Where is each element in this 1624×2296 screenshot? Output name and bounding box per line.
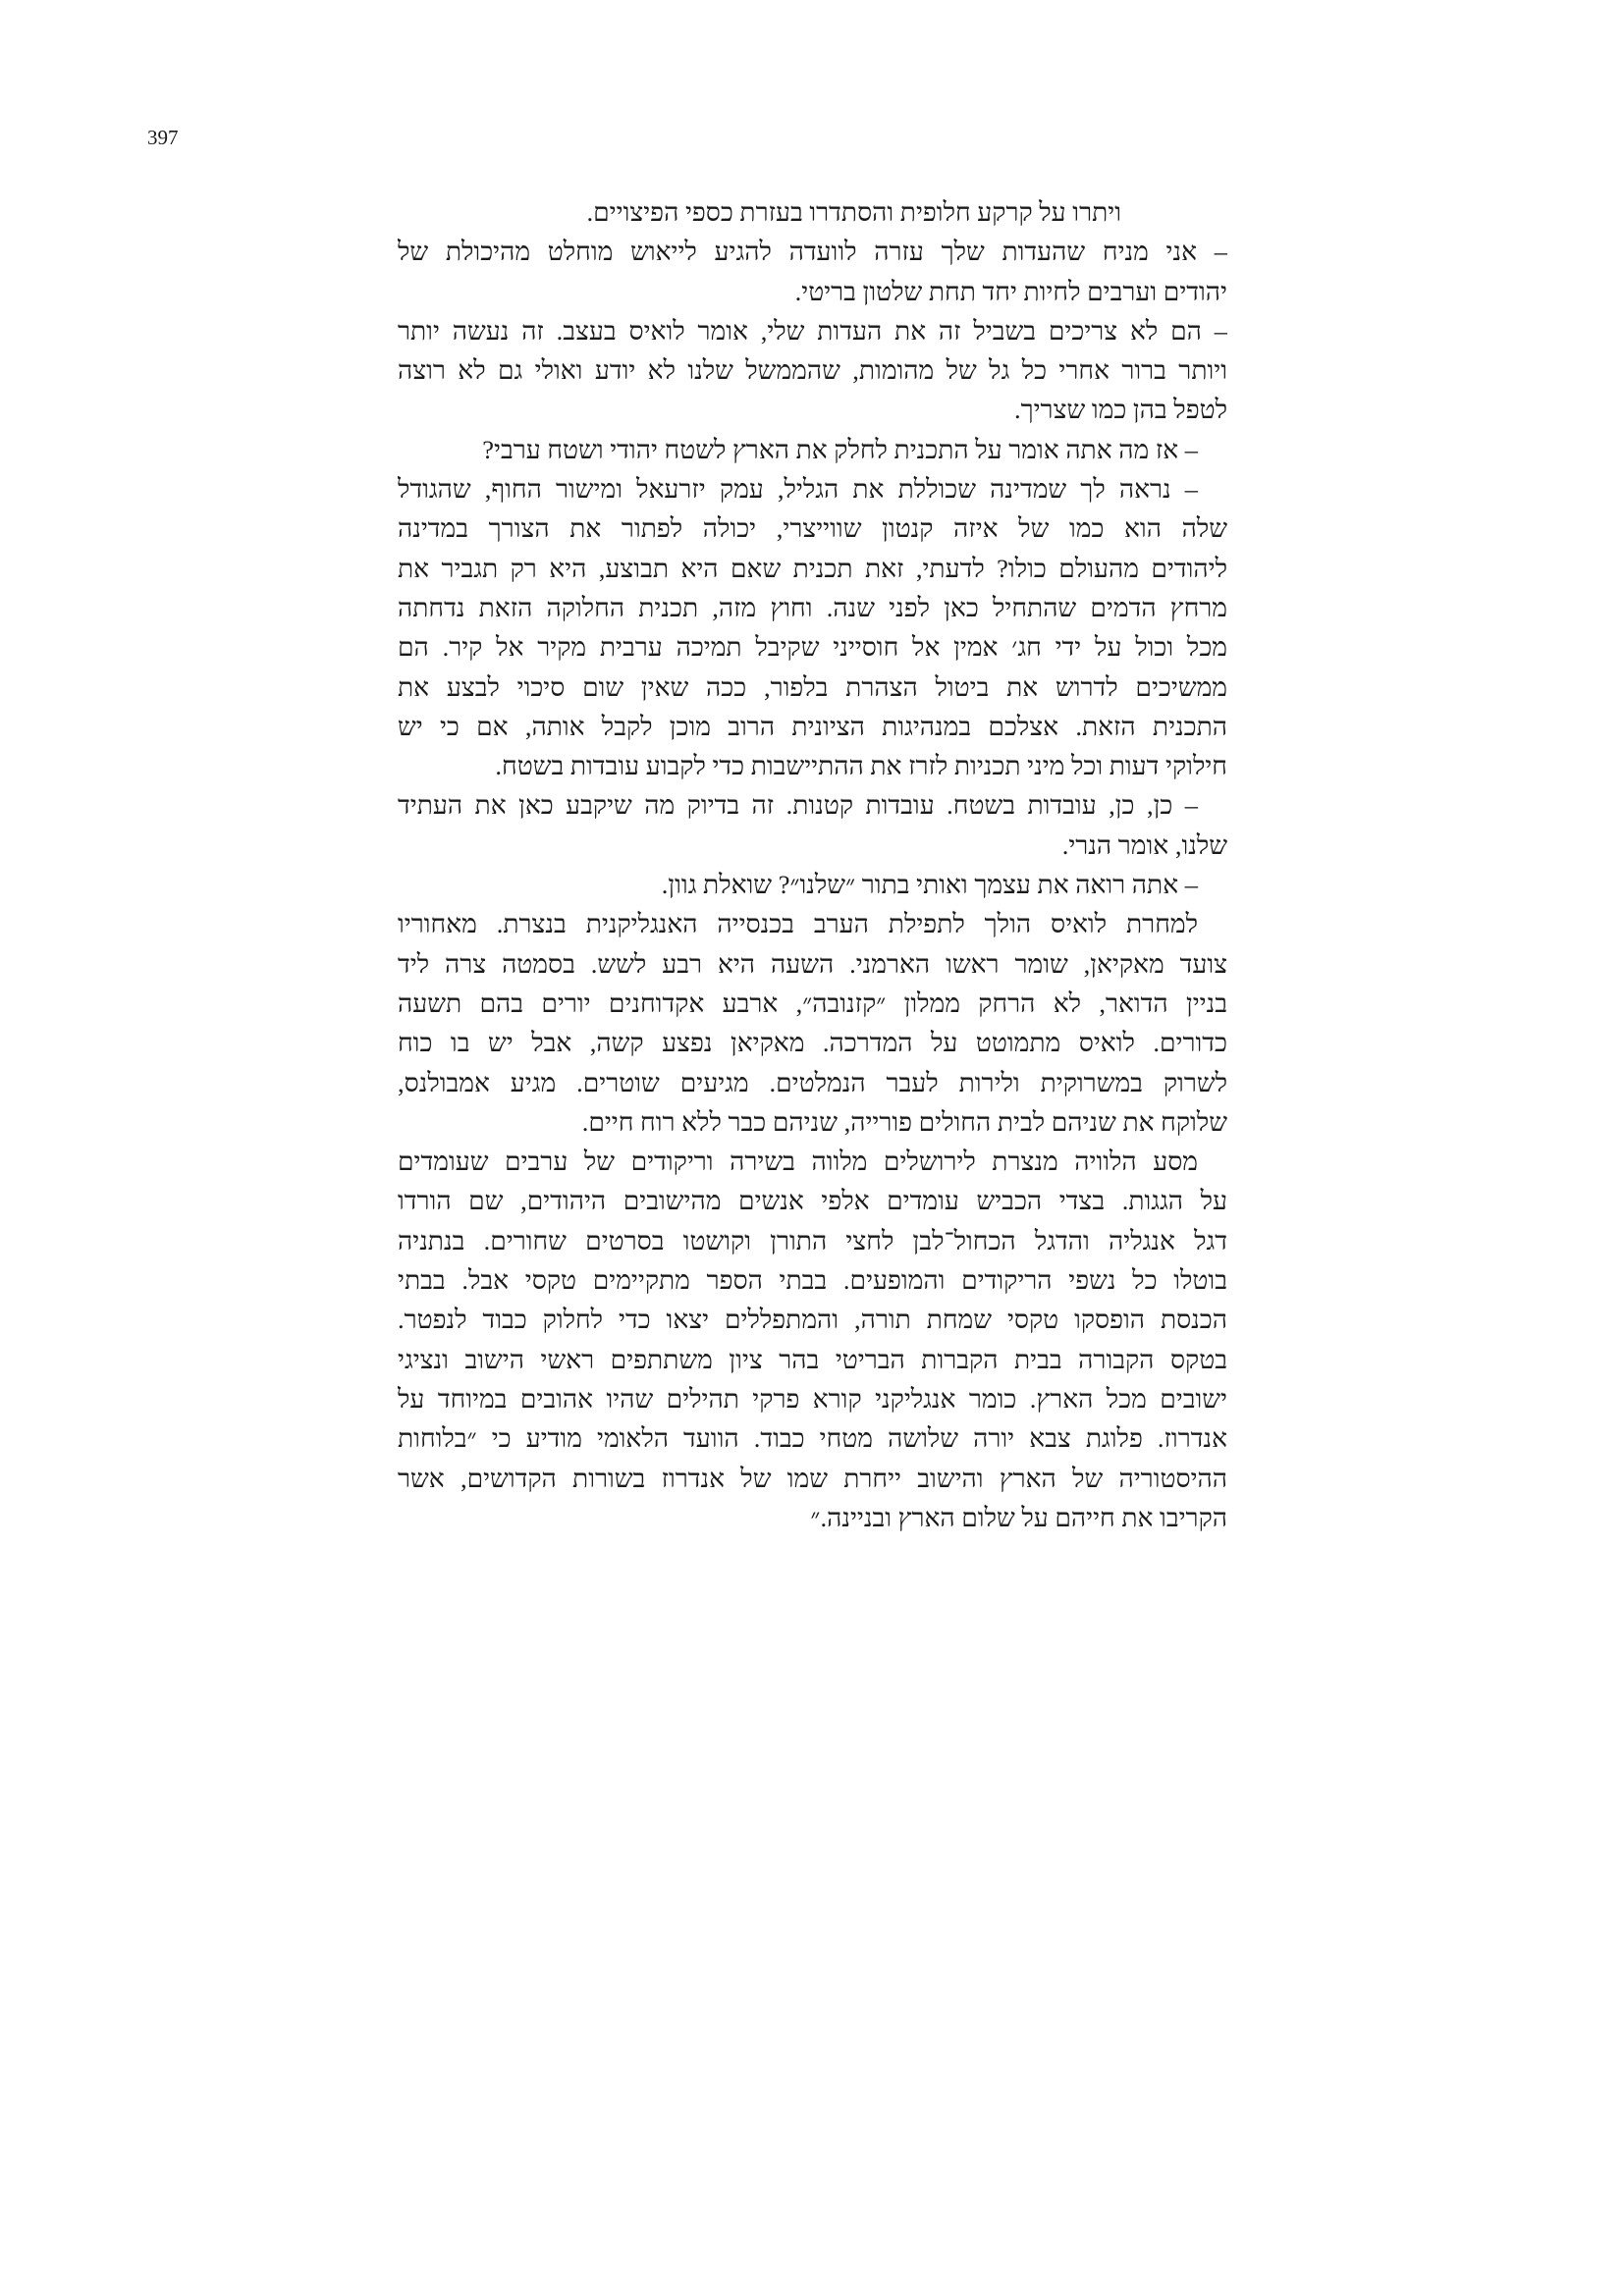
text-line: ההיסטוריה של הארץ והישוב ייחרת שמו של אנדרוז בשורות הקדושים, אשר	[398, 1463, 1227, 1493]
text-line: – אז מה אתה אומר על התכנית לחלק את הארץ לשטח יהודי ושטח ערבי?	[482, 434, 1198, 464]
text-line: ליהודים מהעולם כולו? לדעתי, זאת תכנית שאם היא תבוצע, היא רק תגביר את	[398, 553, 1227, 583]
text-line: הכנסת הופסקו טקסי שמחת תורה, והמתפללים יצאו כדי לחלוק כבוד לנפטר.	[398, 1305, 1227, 1335]
text-line: – נראה לך שמדינה שכוללת את הגליל, עמק יזרעאל ומישור החוף, שהגודל	[398, 474, 1198, 505]
text-line: שלוקח את שניהם לבית החולים פורייה, שניהם כבר ללא רוח חיים.	[581, 1106, 1227, 1137]
text-line: אנדרוז. פלוגת צבא יורה שלושה מטחי כבוד. הוועד הלאומי מודיע כי ״בלוחות	[398, 1423, 1227, 1454]
text-line: יהודים וערבים לחיות יחד תחת שלטון בריטי.	[794, 276, 1227, 306]
text-line: בטקס הקבורה בבית הקברות הבריטי בהר ציון משתתפים ראשי הישוב ונציגי	[398, 1344, 1227, 1374]
text-line: ויותר ברור אחרי כל גל של מהומות, שהממשל שלנו לא יודע ואולי גם לא רוצה	[398, 355, 1227, 386]
body-text	[398, 192, 1227, 1537]
text-line: מכל וכול על ידי חג׳ אמין אל חוסייני שקיבל תמיכה ערבית מקיר אל קיר. הם	[398, 632, 1227, 663]
page-number: 397	[147, 126, 179, 149]
text-line: שלנו, אומר הנרי.	[1061, 829, 1227, 860]
text-line: הקריבו את חייהם על שלום הארץ ובניינה.״	[810, 1502, 1227, 1532]
text-line: – אני מניח שהעדות שלך עזרה לוועדה להגיע לייאוש מוחלט מהיכולת של	[398, 237, 1227, 267]
text-line: בוטלו כל נשפי הריקודים והמופעים. בבתי הספר מתקיימים טקסי אבל. בבתי	[398, 1265, 1227, 1296]
text-line: ישובים מכל הארץ. כומר אנגליקני קורא פרקי תהילים שהיו אהובים במיוחד על	[398, 1383, 1227, 1414]
text-line: חילוקי דעות וכל מיני תכניות לזרז את ההתיישבות כדי לקבוע עובדות בשטח.	[495, 751, 1227, 781]
text-line: – אתה רואה את עצמך ואותי בתור ״שלנו״? שואלת גוון.	[661, 870, 1198, 900]
text-line: מרחץ הדמים שהתחיל כאן לפני שנה. וחוץ מזה, תכנית החלוקה הזאת נדחתה	[398, 592, 1227, 622]
text-line: שלה הוא כמו של איזה קנטון שווייצרי, יכולה לפתור את הצורך במדינה	[398, 513, 1227, 544]
text-line: ויתרו על קרקע חלופית והסתדרו בעזרת כספי הפיצויים.	[586, 197, 1121, 227]
text-line: – כן, כן, עובדות בשטח. עובדות קטנות. זה בדיוק מה שיקבע כאן את העתיד	[398, 790, 1198, 821]
text-line: לשרוק במשרוקית ולירות לעבר הנמלטים. מגיעים שוטרים. מגיע אמבולנס,	[398, 1067, 1227, 1097]
text-line: למחרת לואיס הולך לתפילת הערב בכנסייה האנגליקנית בנצרת. מאחוריו	[398, 909, 1198, 939]
text-line: בניין הדואר, לא הרחק ממלון ״קזנובה״, ארבע אקדוחנים יורים בהם תשעה	[398, 988, 1227, 1018]
text-line: – הם לא צריכים בשביל זה את העדות שלי, אומר לואיס בעצב. זה נעשה יותר	[398, 315, 1227, 346]
text-line: לטפל בהן כמו שצריך.	[1013, 395, 1227, 425]
text-line: ממשיכים לדרוש את ביטול הצהרת בלפור, ככה שאין שום סיכוי לבצע את	[398, 671, 1227, 702]
text-line: דגל אנגליה והדגל הכחול־לבן לחצי התורן וקושטו בסרטים שחורים. בנתניה	[398, 1225, 1227, 1255]
text-line: מסע הלוויה מנצרת לירושלים מלווה בשירה וריקודים של ערבים שעומדים	[398, 1147, 1198, 1177]
text-line: על הגגות. בצדי הכביש עומדים אלפי אנשים מהישובים היהודים, שם הורדו	[398, 1186, 1227, 1216]
text-line: צועד מאקיאן, שומר ראשו הארמני. השעה היא רבע לשש. בסמטה צרה ליד	[398, 948, 1227, 979]
text-line: התכנית הזאת. אצלכם במנהיגות הציונית הרוב מוכן לקבל אותה, אם כי יש	[398, 711, 1227, 741]
text-line: כדורים. לואיס מתמוטט על המדרכה. מאקיאן נפצע קשה, אבל יש בו כוח	[398, 1028, 1227, 1058]
